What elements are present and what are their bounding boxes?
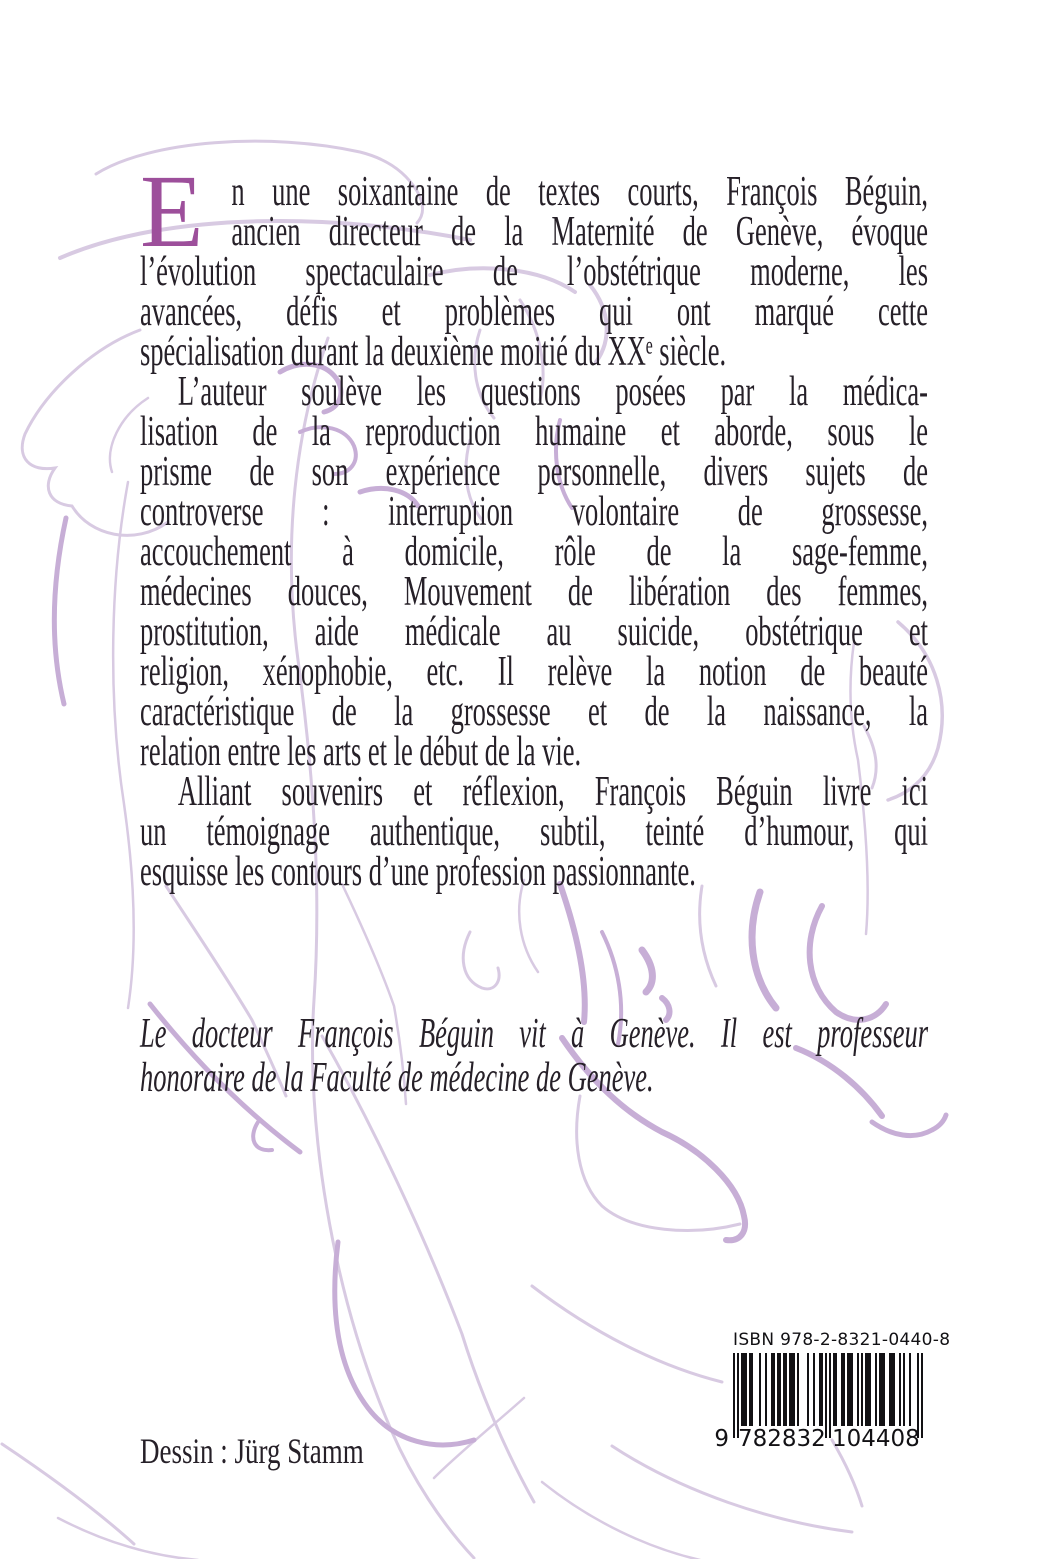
author-bio-lines (140, 1012, 928, 1100)
text-line: prostitution, aide médicale au suicide, obstétrique et (140, 609, 928, 655)
text-line: honoraire de la Faculté de médecine de Genève. (140, 1055, 654, 1101)
text-line: accouchement à domicile, rôle de la sage-femme, (140, 529, 928, 575)
synopsis-text-block (140, 169, 929, 895)
text-line: esquisse les contours d’une profession passionnante. (140, 849, 696, 895)
dropcap-letter: E (140, 154, 204, 269)
text-line: religion, xénophobie, etc. Il relève la notion de beauté (140, 649, 928, 695)
synopsis-paragraph-3 (140, 769, 929, 895)
text-line: n une soixantaine de textes courts, François Béguin, (231, 169, 929, 215)
synopsis-paragraph-1 (140, 169, 929, 375)
text-line: lisation de la reproduction humaine et aborde, sous le (140, 409, 928, 455)
text-line: avancées, défis et problèmes qui ont marqué cette (140, 289, 928, 335)
text-line: un témoignage authentique, subtil, teinté d’humour, qui (140, 809, 928, 855)
barcode-digits (714, 1426, 923, 1452)
text-line: relation entre les arts et le début de la vie. (140, 729, 582, 775)
barcode-digits-right: 104408 (832, 1426, 920, 1452)
synopsis-paragraph-2 (140, 369, 929, 775)
barcode-digit-first: 9 (714, 1426, 729, 1452)
isbn-barcode-block (714, 1330, 951, 1452)
text-line: prisme de son expérience personnelle, divers sujets de (140, 449, 928, 495)
text-line: spécialisation durant la deuxième moitié du XXᵉ siècle. (140, 329, 727, 375)
text-line: médecines douces, Mouvement de libération des femmes, (140, 569, 928, 615)
isbn-number-label: ISBN 978-2-8321-0440-8 (733, 1330, 951, 1350)
text-line: controverse : interruption volontaire de grossesse, (140, 489, 928, 535)
text-line: l’évolution spectaculaire de l’obstétrique moderne, les (140, 249, 928, 295)
text-line: Alliant souvenirs et réflexion, François Béguin livre ici (177, 769, 929, 815)
text-line: caractéristique de la grossesse et de la naissance, la (140, 689, 928, 735)
credit-text: Dessin : Jürg Stamm (140, 1431, 364, 1471)
illustration-credit (140, 1430, 560, 1472)
text-line: Le docteur François Béguin vit à Genève. Il est professeur (140, 1011, 928, 1057)
text-line: L’auteur soulève les questions posées par la médica- (177, 369, 929, 415)
author-bio-block (140, 1012, 928, 1100)
text-line: ancien directeur de la Maternité de Genève, évoque (231, 209, 929, 255)
barcode-digits-left: 782832 (738, 1426, 826, 1452)
